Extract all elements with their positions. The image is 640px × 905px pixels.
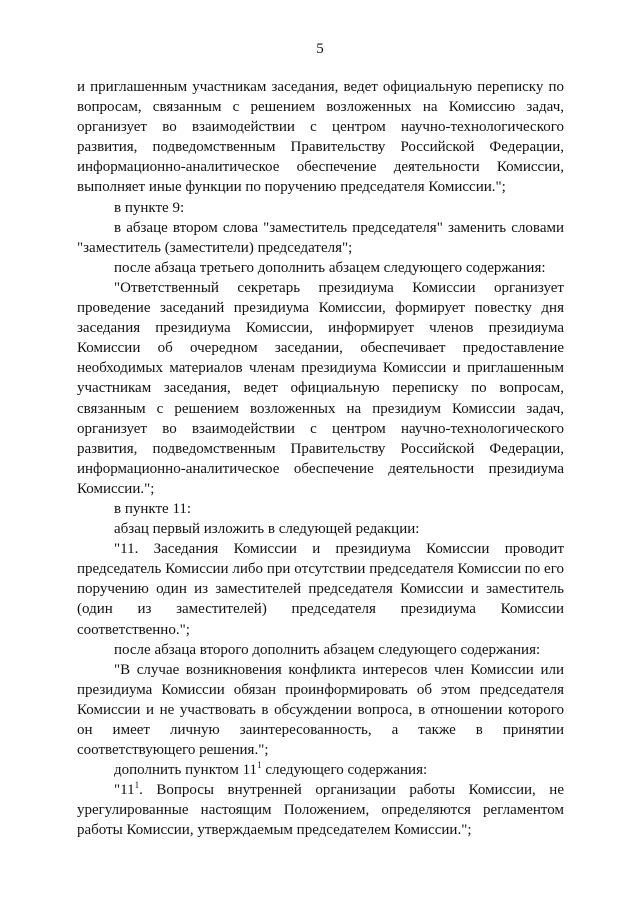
paragraph-11-superscript: 1 <box>257 760 262 771</box>
paragraph-6: в пункте 11: <box>114 500 192 517</box>
paragraph-8: "11. Заседания Комиссии и президиума Комиссии проводит председатель Комиссии либо при отсутствии председателя Комиссии по его поручению один из заместителей председателя Комиссии и заместитель (один из заместителей) председателя президиума Комиссии соответственно."; <box>77 541 564 638</box>
paragraph-10: "В случае возникновения конфликта интересов член Комиссии или президиума Комиссии обязан проинформировать об этом председателя Комиссии и не участвовать в обсуждении вопроса, в отношении которого он имеет личную заинтересованность, а также в принятии соответствующего решения."; <box>77 661 564 759</box>
paragraph-11-text-b: следующего содержания: <box>261 762 428 779</box>
page-number: 5 <box>316 41 324 57</box>
paragraph-11 <box>77 760 564 780</box>
paragraph-5: "Ответственный секретарь президиума Комиссии организует проведение заседаний президиума Комиссии, формирует повестку дня заседания президиума Комиссии, информирует членов президиума Комиссии об очередном заседании, обеспечивает предоставление необходимых материалов членам президиума Комиссии и приглашенным участникам заседания, ведет официальную переписку по вопросам, связанным с решением возложенных на президиум Комиссии задач, организует во взаимодействии с центром научно-технологического развития, подведомственным Правительству Российской Федерации, информационно-аналитическое обеспечение деятельности президиума Комиссии."; <box>77 279 564 497</box>
paragraph-12-text-b: . Вопросы внутренней организации работы Комиссии, не урегулированные настоящим Положением, определяются регламентом работы Комиссии, утверждаемым председателем Комиссии."; <box>77 782 564 839</box>
paragraph-2: в пункте 9: <box>114 199 185 216</box>
paragraph-12-text-a: "11 <box>114 782 135 799</box>
paragraph-12 <box>77 780 564 840</box>
paragraph-9: после абзаца второго дополнить абзацем следующего содержания: <box>114 641 541 658</box>
paragraph-7: абзац первый изложить в следующей редакции: <box>114 521 420 538</box>
paragraph-1: и приглашенным участникам заседания, ведет официальную переписку по вопросам, связанным с решением возложенных на Комиссию задач, организует во взаимодействии с центром научно-технологического развития, подведомственным Правительству Российской Федерации, информационно-аналитическое обеспечение деятельности Комиссии, выполняет иные функции по поручению председателя Комиссии."; <box>77 79 564 196</box>
paragraph-4: после абзаца третьего дополнить абзацем следующего содержания: <box>114 259 546 276</box>
paragraph-3: в абзаце втором слова "заместитель председателя" заменить словами "заместитель (заместители) председателя"; <box>77 219 564 256</box>
document-body <box>77 77 564 841</box>
paragraph-12-superscript: 1 <box>134 780 140 791</box>
paragraph-11-text-a: дополнить пунктом 11 <box>114 762 258 779</box>
